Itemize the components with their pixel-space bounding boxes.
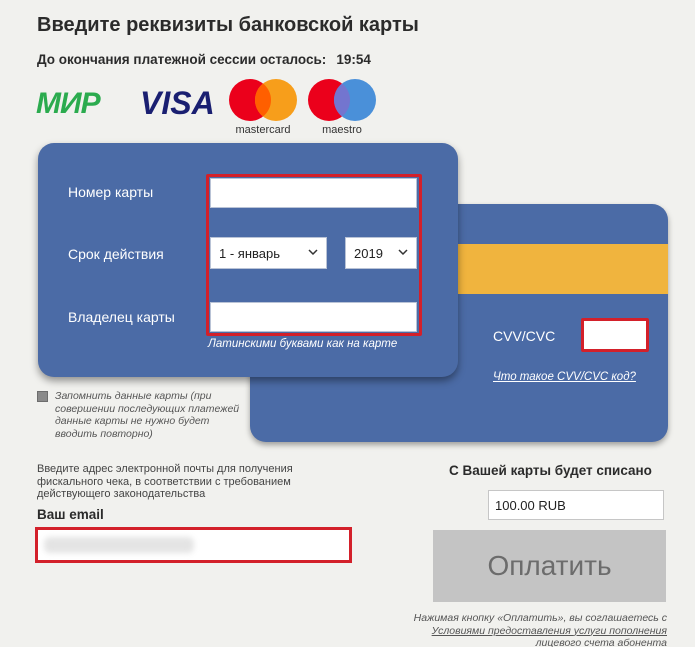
session-timer-row [37,52,371,67]
cvv-input[interactable] [581,318,649,352]
remember-card-label: Запомнить данные карты (при совершении последующих платежей данные карты не нужно будет вводить повторно) [55,390,240,440]
visa-logo [140,84,222,120]
mastercard-logo-text: mastercard [235,124,291,136]
mir-logo [36,86,130,118]
card-number-label: Номер карты [68,184,154,200]
cvv-help-link[interactable]: Что такое CVV/CVC код? [493,371,636,383]
cvv-label: CVV/CVC [493,328,556,344]
email-note: Введите адрес электронной почты для получения фискального чека, в соответствии с требованием действующего законодательства [37,463,293,500]
amount-field [488,490,664,520]
page-title: Введите реквизиты банковской карты [37,14,419,36]
card-holder-label: Владелец карты [68,309,175,325]
terms-prefix: Нажимая кнопку «Оплатить», вы соглашаетесь с [413,612,667,624]
mir-logo-text: МИР [36,87,100,118]
pay-button[interactable]: Оплатить [433,530,666,602]
charge-label: С Вашей карты будет списано [449,463,652,478]
maestro-logo [304,78,380,136]
terms-link[interactable]: Условиями предоставления услуги пополнения лицевого счета абонента [431,624,667,647]
terms-note [397,612,667,647]
email-label: Ваш email [37,507,104,522]
amount-value: 100.00 RUB [495,497,566,513]
session-label: До окончания платежной сессии осталось: [37,52,327,67]
maestro-logo-text: maestro [322,124,362,136]
visa-logo-text: VISA [140,85,215,120]
session-timer: 19:54 [336,52,371,67]
remember-card-checkbox[interactable] [37,391,48,402]
mastercard-logo [226,78,300,136]
highlight-frame [206,174,422,336]
card-holder-hint: Латинскими буквами как на карте [208,338,398,350]
redacted-email [44,537,194,553]
expiry-year-value: 2019 [354,245,383,261]
expiry-label: Срок действия [68,246,164,262]
expiry-month-value: 1 - январь [219,245,280,261]
